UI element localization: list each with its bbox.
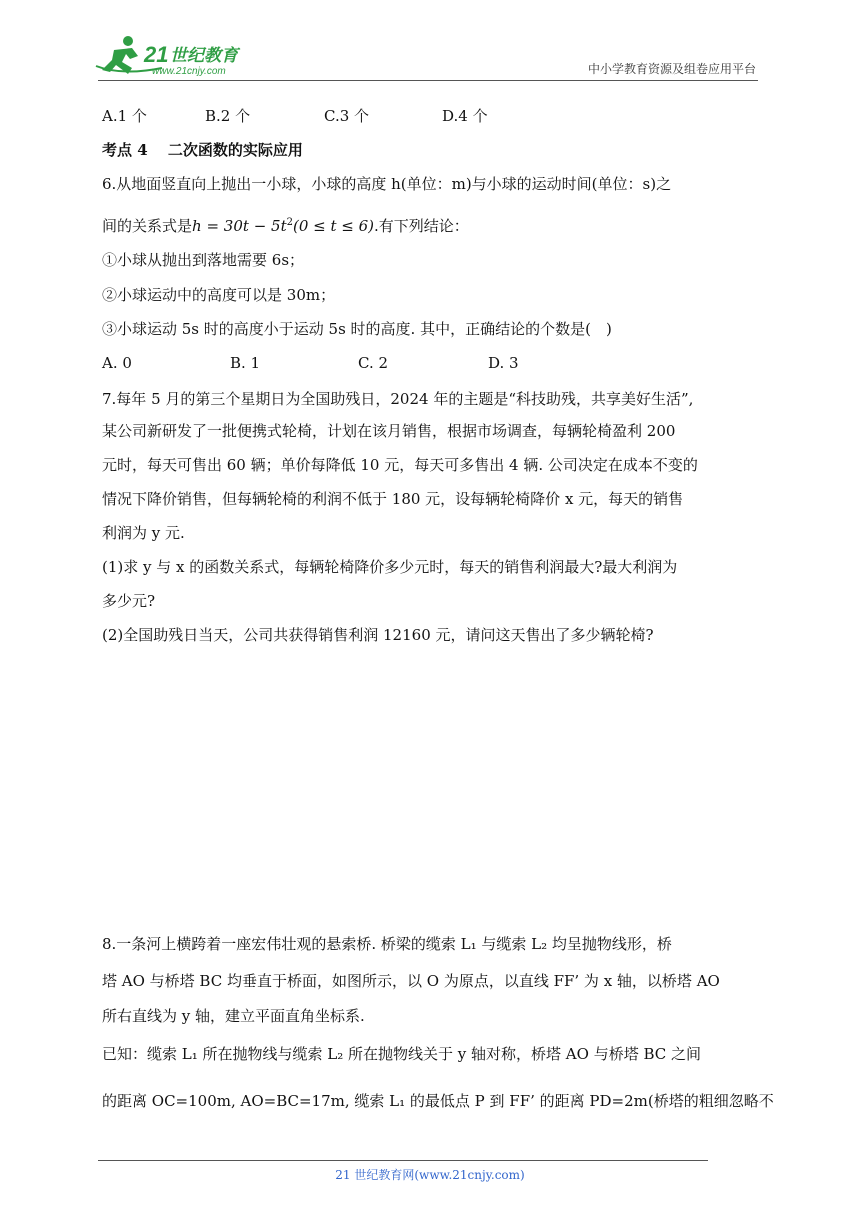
q6-formula-eq: = 30t − 5t [206, 217, 287, 235]
svg-text:世纪教育: 世纪教育 [170, 46, 238, 66]
q5-option-b: B.2 个 [205, 107, 251, 125]
q6-option-a: A. 0 [102, 354, 132, 372]
q6-line-2-suffix: .有下列结论： [374, 217, 469, 235]
q8-line-2: 塔 AO 与桥塔 BC 均垂直于桥面，如图所示，以 O 为原点，以直线 FF’ 为 x 轴，以桥塔 AO [102, 972, 720, 990]
q6-formula-range: (0 ≤ t ≤ 6) [292, 217, 375, 235]
svg-text:21: 21 [144, 42, 169, 67]
q6-option-b: B. 1 [230, 354, 261, 372]
q5-option-d: D.4 个 [442, 107, 488, 125]
q8-line-3: 所右直线为 y 轴，建立平面直角坐标系. [102, 1007, 365, 1025]
q6-line-2-prefix: 间的关系式是 [102, 217, 193, 235]
footer-divider [98, 1160, 708, 1161]
q7-line-1: 7.每年 5 月的第三个星期日为全国助残日，2024 年的主题是“科技助残，共享美好生活”, [102, 390, 694, 408]
svg-text:www.21cnjy.com: www.21cnjy.com [152, 66, 226, 77]
q6-option-c: C. 2 [358, 354, 389, 372]
q6-line-1: 6.从地面竖直向上抛出一小球，小球的高度 h(单位：m)与小球的运动时间(单位：s)之 [102, 175, 672, 193]
q6-formula-exp: 2 [286, 217, 293, 228]
q8-line-1: 8.一条河上横跨着一座宏伟壮观的悬索桥. 桥梁的缆索 L₁ 与缆索 L₂ 均呈抛物线形，桥 [102, 935, 672, 953]
q8-line-5: 的距离 OC=100m, AO=BC=17m, 缆索 L₁ 的最低点 P 到 FF’ 的距离 PD=2m(桥塔的粗细忽略不 [102, 1092, 774, 1110]
q6-formula-h: h [192, 217, 202, 235]
q7-part1-line-2: 多少元? [102, 592, 156, 610]
q7-part1-line-1: (1)求 y 与 x 的函数关系式，每辆轮椅降价多少元时，每天的销售利润最大?最大利润为 [102, 558, 678, 576]
q8-line-4: 已知：缆索 L₁ 所在抛物线与缆索 L₂ 所在抛物线关于 y 轴对称，桥塔 AO 与桥塔 BC 之间 [102, 1045, 702, 1063]
q7-line-5: 利润为 y 元. [102, 524, 185, 542]
header-platform-text: 中小学教育资源及组卷应用平台 [587, 62, 756, 76]
q7-line-3: 元时，每天可售出 60 辆；单价每降低 10 元，每天可多售出 4 辆. 公司决定在成本不变的 [102, 456, 698, 474]
q6-conclusion-1: ①小球从抛出到落地需要 6s； [102, 251, 305, 269]
q6-conclusion-3: ③小球运动 5s 时的高度小于运动 5s 时的高度. 其中，正确结论的个数是( ) [102, 320, 612, 338]
header-divider [98, 80, 758, 81]
runner-logo-icon [92, 32, 267, 80]
q6-conclusion-2: ②小球运动中的高度可以是 30m； [102, 286, 336, 304]
q6-option-d: D. 3 [488, 354, 519, 372]
q7-line-2: 某公司新研发了一批便携式轮椅，计划在该月销售，根据市场调查，每辆轮椅盈利 200 [102, 422, 676, 440]
q7-part2: (2)全国助残日当天，公司共获得销售利润 12160 元，请问这天售出了多少辆轮椅? [102, 626, 654, 644]
q5-option-a: A.1 个 [102, 107, 147, 125]
q5-option-c: C.3 个 [324, 107, 370, 125]
footer-link[interactable]: 21 世纪教育网(www.21cnjy.com) [335, 1168, 525, 1182]
q7-line-4: 情况下降价销售，但每辆轮椅的利润不低于 180 元，设每辆轮椅降价 x 元，每天的销售 [102, 490, 684, 508]
q6-line-2 [102, 213, 469, 236]
section-title: 考点 4 二次函数的实际应用 [102, 141, 303, 159]
site-logo [92, 32, 267, 80]
